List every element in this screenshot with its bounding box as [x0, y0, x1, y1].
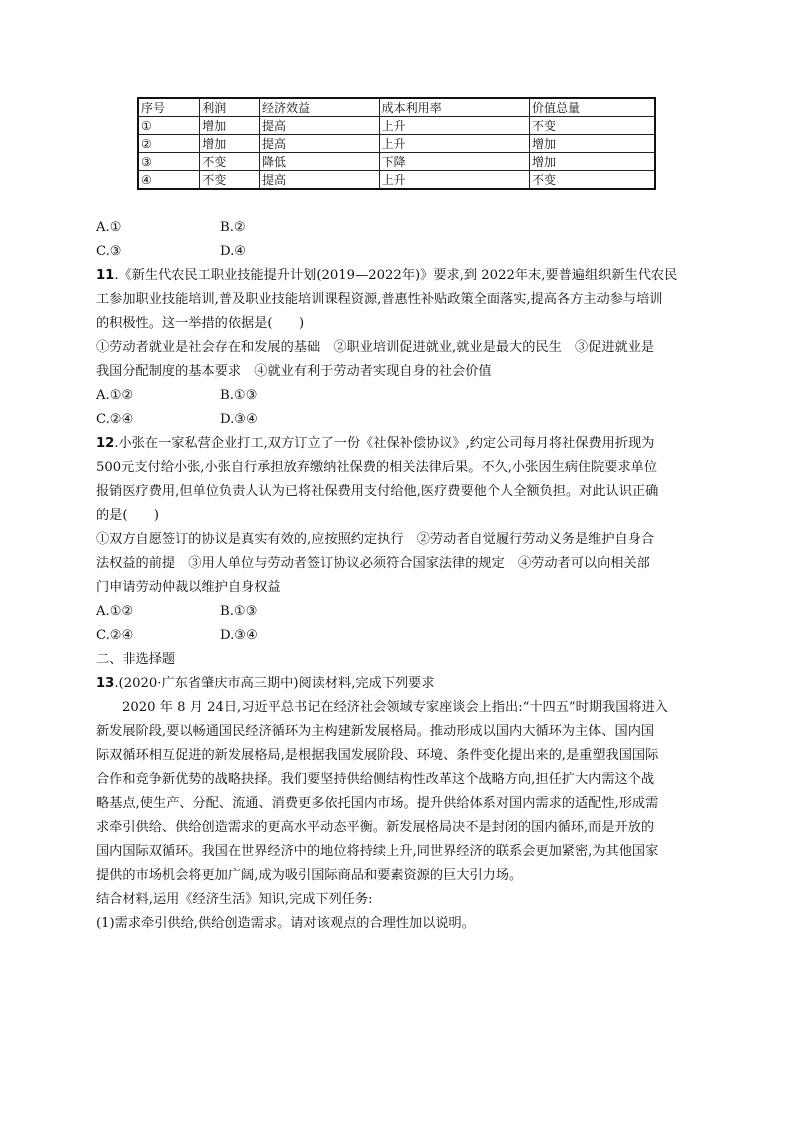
question-10-options — [96, 216, 696, 264]
table-cell: 提高 — [260, 117, 380, 135]
material-line: 提供的市场机会将更加广阔,成为吸引国际商品和要素资源的巨大引力场。 — [96, 868, 523, 883]
statement: ①劳动者就业是社会存在和发展的基础 ②职业培训促进就业,就业是最大的民生 ③促进就业是 — [96, 340, 655, 355]
table-header-row — [138, 98, 655, 117]
table-header-cell: 价值总量 — [529, 98, 655, 117]
question-11 — [96, 264, 696, 432]
material-line: 求牵引供给、供给创造需求的更高水平动态平衡。新发展格局决不是封闭的国内循环,而是开放的 — [96, 820, 655, 835]
question-number: 11 — [96, 268, 115, 283]
statement: 我国分配制度的基本要求 ④就业有利于劳动者实现自身的社会价值 — [96, 364, 492, 379]
table-cell: 上升 — [379, 117, 529, 135]
option-d: D.③④ — [220, 412, 258, 427]
table-cell: 提高 — [260, 171, 380, 190]
question-stem: 工参加职业技能培训,普及职业技能培训课程资源,普惠性补贴政策全面落实,提高各方主动参与培训 — [96, 292, 663, 307]
option-c: C.②④ — [96, 628, 134, 643]
statement: ①双方自愿签订的协议是真实有效的,应按照约定执行 ②劳动者自觉履行劳动义务是维护自身合 — [96, 532, 655, 547]
option-a: A.① — [96, 220, 122, 235]
table-cell: 不变 — [529, 171, 655, 190]
table-header-cell: 经济效益 — [260, 98, 380, 117]
table-header-cell: 序号 — [138, 98, 200, 117]
table-cell: 增加 — [200, 135, 260, 153]
question-number: 12 — [96, 436, 115, 451]
table-cell: ② — [138, 135, 200, 153]
table-row — [138, 135, 655, 153]
table-cell: ① — [138, 117, 200, 135]
material-line: 新发展阶段,要以畅通国民经济循环为主构建新发展格局。推动形成以国内大循环为主体、国内国 — [96, 724, 655, 739]
table-header-cell: 成本利用率 — [379, 98, 529, 117]
question-number: 13 — [96, 676, 115, 691]
material-line: 合作和竞争新优势的战略抉择。我们要坚持供给侧结构性改革这个战略方向,担任扩大内需这个战 — [96, 772, 655, 787]
table-row — [138, 117, 655, 135]
material-line: 国内国际双循环。我国在世界经济中的地位将持续上升,同世界经济的联系会更加紧密,为其他国家 — [96, 844, 659, 859]
table-cell: ③ — [138, 153, 200, 171]
statement: 门申请劳动仲裁以维护自身权益 — [96, 580, 281, 595]
table-cell: ④ — [138, 171, 200, 190]
option-d: D.④ — [220, 244, 247, 259]
table-cell: 不变 — [200, 171, 260, 190]
table-row — [138, 171, 655, 190]
table-cell: 降低 — [260, 153, 380, 171]
task-1: (1)需求牵引供给,供给创造需求。请对该观点的合理性加以说明。 — [96, 916, 475, 931]
statement: 法权益的前提 ③用人单位与劳动者签订协议必须符合国家法律的规定 ④劳动者可以向相关部 — [96, 556, 650, 571]
table-cell: 提高 — [260, 135, 380, 153]
table-cell: 增加 — [529, 135, 655, 153]
option-c: C.②④ — [96, 412, 134, 427]
comparison-table — [137, 97, 656, 190]
table-row — [138, 153, 655, 171]
question-stem: 的积极性。这一举措的依据是( ) — [96, 316, 305, 331]
question-13 — [96, 672, 696, 936]
question-stem: 报销医疗费用,但单位负责人认为已将社保费用支付给他,医疗费要他个人全额负担。对此认识正确 — [96, 484, 659, 499]
table-cell: 不变 — [200, 153, 260, 171]
option-b: B.② — [220, 220, 246, 235]
table-body — [138, 98, 655, 189]
question-stem: 的是( ) — [96, 508, 160, 523]
question-stem: .《新生代农民工职业技能提升计划(2019—2022年)》要求,到 2022年末,要普遍组织新生代农民 — [114, 268, 678, 283]
table-cell: 上升 — [379, 171, 529, 190]
option-a: A.①② — [96, 604, 134, 619]
question-header: .(2020·广东省肇庆市高三期中)阅读材料,完成下列要求 — [114, 676, 435, 691]
table-cell: 下降 — [379, 153, 529, 171]
question-stem: 500元支付给小张,小张自行承担放弃缴纳社保费的相关法律后果。不久,小张因生病住院要求单位 — [96, 460, 658, 475]
task-intro: 结合材料,运用《经济生活》知识,完成下列任务: — [96, 892, 373, 907]
table-cell: 增加 — [529, 153, 655, 171]
option-c: C.③ — [96, 244, 122, 259]
option-b: B.①③ — [220, 604, 258, 619]
option-b: B.①③ — [220, 388, 258, 403]
table-cell: 上升 — [379, 135, 529, 153]
table-cell: 不变 — [529, 117, 655, 135]
table-cell: 增加 — [200, 117, 260, 135]
material-line: 2020 年 8 月 24日,习近平总书记在经济社会领域专家座谈会上指出:“十四五”时期我国将进入 — [122, 700, 668, 715]
option-d: D.③④ — [220, 628, 258, 643]
material-line: 略基点,使生产、分配、流通、消费更多依托国内市场。提升供给体系对国内需求的适配性,形成需 — [96, 796, 659, 811]
material-line: 际双循环相互促进的新发展格局,是根据我国发展阶段、环境、条件变化提出来的,是重塑我国国际 — [96, 748, 659, 763]
question-stem: .小张在一家私营企业打工,双方订立了一份《社保补偿协议》,约定公司每月将社保费用折现为 — [114, 436, 655, 451]
section-title: 二、非选择题 — [96, 652, 176, 667]
question-12 — [96, 432, 696, 672]
table-header-cell: 利润 — [200, 98, 260, 117]
option-a: A.①② — [96, 388, 134, 403]
